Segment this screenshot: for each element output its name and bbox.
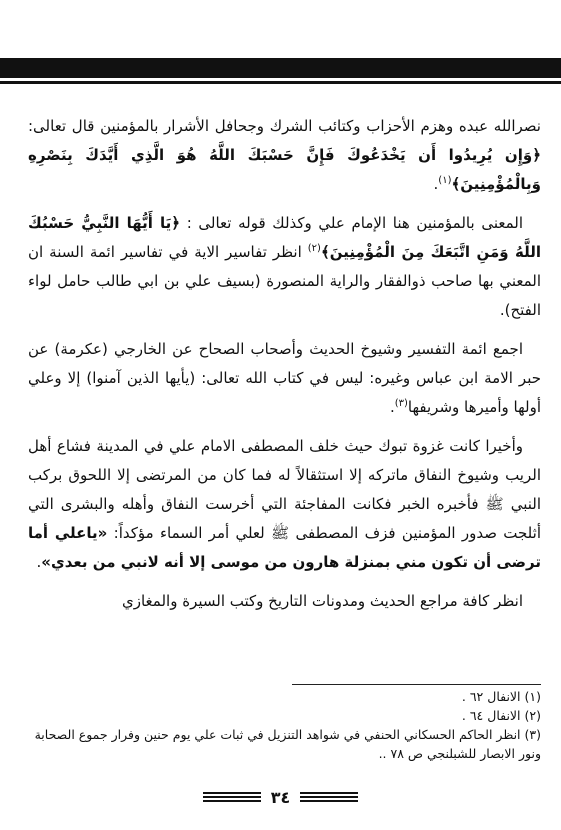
paragraph-4 <box>28 432 541 577</box>
footnote-ref-2: (٢) <box>307 243 321 254</box>
paragraph-2-text-a: المعنى بالمؤمنين هنا الإمام علي وكذلك قوله تعالى : <box>180 214 523 232</box>
quran-verse-1: ﴿وَإِن يُرِيدُوا أَن يَخْدَعُوكَ فَإِنَّ حَسْبَكَ اللَّهُ هُوَ الَّذِي أَيَّدَكَ بِنَصْرِهِ وَبِالْمُؤْمِنِينَ﴾ <box>28 146 541 193</box>
footnote-separator <box>292 684 541 685</box>
paragraph-3-end: . <box>389 398 395 416</box>
hadith-quote: «ياعلي أما ترضى أن تكون مني بمنزلة هارون من موسى إلا أنه لانبي من بعدي» <box>28 524 541 571</box>
paragraph-3 <box>28 335 541 422</box>
footnote-ref-3: (٣) <box>394 398 408 409</box>
footnote-3: (٣) انظر الحاكم الحسكاني الحنفي في شواهد التنزيل في ثبات علي يوم حنين وفرار جموع الصحابة ونور الابصار للشبلنجي ص ٧٨ .. <box>34 727 541 761</box>
footnotes <box>24 687 541 763</box>
header-rule-thin <box>0 81 561 84</box>
paragraph-5 <box>28 587 541 616</box>
paragraph-1 <box>28 112 541 199</box>
paragraph-5-text: انظر كافة مراجع الحديث ومدونات التاريخ وكتب السيرة والمغازي <box>122 592 523 610</box>
paragraph-1-text: نصرالله عبده وهزم الأحزاب وكتائب الشرك وجحافل الأشرار بالمؤمنين قال تعالى: <box>28 117 541 135</box>
page-number-ornament-right <box>300 792 358 802</box>
paragraph-4-end: . <box>36 553 42 571</box>
page-number: ٣٤ <box>270 787 291 807</box>
header-rule-thick <box>0 58 561 78</box>
paragraph-2-text-b: انظر تفاسير الاية في تفاسير ائمة السنة ان المعني بها صاحب ذوالفقار والراية المنصورة (بسيف علي بن ابي طالب حامل لواء الفتح). <box>28 243 541 319</box>
paragraph-3-text: اجمع ائمة التفسير وشيوخ الحديث وأصحاب الصحاح عن الخارجي (عكرمة) عن حبر الامة ابن عباس وغيره: ليس في كتاب الله تعالى: (يأيها الذين آمنوا) إلا وعلي أولها وأميرها وشريفها <box>28 340 541 416</box>
footnote-ref-1: (١) <box>438 175 452 186</box>
page-footer <box>0 786 561 808</box>
main-text <box>28 112 541 626</box>
paragraph-4-text: وأخيرا كانت غزوة تبوك حيث خلف المصطفى الامام علي في المدينة فشاع أهل الريب وشيوخ النفاق ماتركه إلا استثقالاً له فما كان من المرتضى إلا اللحوق بركب النبي ﷺ فأخبره الخبر فكانت المفاجئة التي أخرست النفاق وأهله والبشرى التي أثلجت صدور المؤمنين فزف المصطفى ﷺ لعلي أمر السماء مؤكداً: <box>28 437 541 542</box>
paragraph-2 <box>28 209 541 325</box>
paragraph-1-end: . <box>433 175 439 193</box>
footnote-1: (١) الانفال ٦٢ . <box>461 689 541 704</box>
footnote-2: (٢) الانفال ٦٤ . <box>461 708 541 723</box>
page-number-ornament-left <box>203 792 261 802</box>
quran-verse-2: ﴿يَا أَيُّهَا النَّبِيُّ حَسْبُكَ اللَّهُ وَمَنِ اتَّبَعَكَ مِنَ الْمُؤْمِنِينَ﴾ <box>28 214 541 261</box>
